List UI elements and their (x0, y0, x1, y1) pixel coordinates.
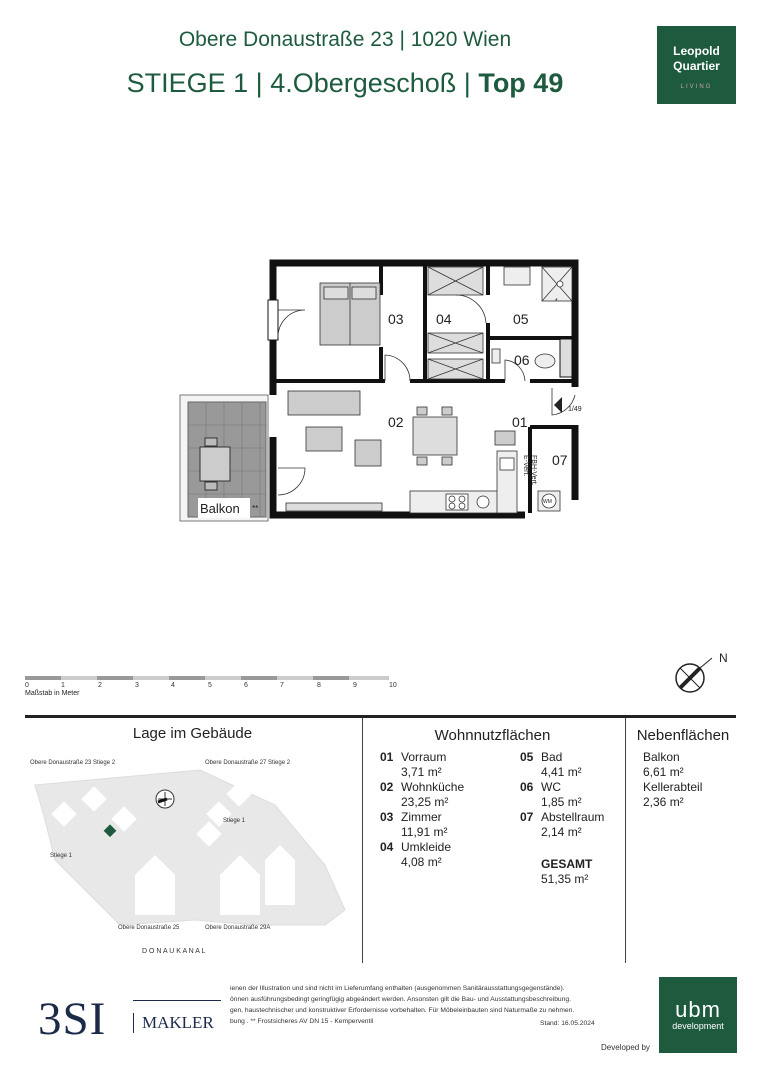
scale-tick-10: 10 (389, 682, 397, 689)
scale-tick-1: 1 (61, 682, 65, 689)
site-label-stiege1-right: Stiege 1 (223, 818, 246, 824)
column-divider-1 (362, 718, 363, 963)
logo-line-1: Leopold (673, 44, 720, 58)
area-value-07: 2,14 m² (541, 825, 582, 839)
scale-tick-5: 5 (208, 682, 212, 689)
neben-name-balkon: Balkon (643, 750, 680, 764)
area-num-06: 06 (520, 780, 534, 794)
neben-heading: Nebenflächen (636, 727, 730, 744)
disclaimer (230, 983, 574, 1027)
unit-top: Top 49 (478, 68, 564, 98)
floor-plan (170, 255, 600, 530)
area-value-01: 3,71 m² (401, 765, 442, 779)
area-name-02: Wohnküche (401, 780, 465, 794)
address-heading: Obere Donaustraße 23 | 1020 Wien (178, 28, 512, 51)
bathroom-fixtures (504, 267, 572, 305)
north-label: N (719, 651, 728, 665)
compass-icon (665, 648, 745, 708)
site-label-stiege1-left: Stiege 1 (50, 853, 73, 859)
3si-logo-text: 3SI (38, 993, 107, 1045)
makler-rule (133, 1000, 221, 1001)
lage-heading: Lage im Gebäude (132, 725, 253, 742)
area-name-06: WC (541, 780, 561, 794)
disclaimer-line-3: gen, haustechnischer und konstruktiver Erfordernisse vorbehalten. Für Möbeleinbauten sind Naturmaße zu nehmen. (230, 1007, 575, 1014)
balcony-mark: ** (252, 504, 259, 513)
disclaimer-line-1: ienen der Illustration und sind nicht im Lieferumfang enthalten (ausgenommen Sanitärausstattungsgegenstände). (230, 985, 565, 992)
area-num-07: 07 (520, 810, 534, 824)
scale-label: Maßstab in Meter (25, 690, 80, 697)
section-divider (25, 715, 736, 718)
scale-tick-4: 4 (171, 682, 175, 689)
area-value-02: 23,25 m² (401, 795, 449, 809)
neben-area-keller: 2,36 m² (643, 795, 684, 809)
unit-heading (0, 68, 690, 99)
room-03: 03 (388, 311, 404, 327)
disclaimer-line-4: bung . ** Frostsicheres AV DN 15 - Kemperventil (230, 1018, 374, 1025)
disclaimer-line-2: önnen ausführungsbedingt geringfügig abgeändert werden. Ansonsten gilt die Bau- und Ausstattungsbeschreibung. (230, 996, 571, 1003)
bed (320, 283, 380, 345)
scale-bar (25, 676, 405, 716)
ubm-logo-subtext: development (672, 1021, 724, 1031)
total-label: GESAMT (541, 857, 593, 871)
area-value-05: 4,41 m² (541, 765, 582, 779)
wm-label: WM (543, 499, 552, 505)
site-plan (25, 750, 360, 965)
scale-tick-3: 3 (135, 682, 139, 689)
door-label: 1/49 (568, 406, 582, 413)
neben-area-balkon: 6,61 m² (643, 765, 684, 779)
scale-tick-0: 0 (25, 682, 29, 689)
area-name-04: Umkleide (401, 840, 452, 854)
site-label-tr: Obere Donaustraße 27 Stiege 2 (205, 760, 291, 766)
site-label-tl: Obere Donaustraße 23 Stiege 2 (30, 760, 116, 766)
area-num-01: 01 (380, 750, 394, 764)
developed-by: Developed by (601, 1043, 650, 1052)
bath-mark: * (555, 298, 558, 305)
room-06: 06 (514, 352, 530, 368)
fbh-label-1: FBH-Vert. (530, 455, 537, 486)
ubm-logo-text: ubm (675, 997, 721, 1022)
area-value-03: 11,91 m² (401, 825, 448, 839)
room-01: 01 (512, 414, 528, 430)
site-label-bl: Obere Donaustraße 25 (118, 925, 180, 931)
living-furniture (288, 391, 457, 466)
unit-prefix: STIEGE 1 | 4.Obergeschoß | (126, 68, 471, 98)
neben-name-keller: Kellerabteil (643, 780, 703, 794)
area-num-05: 05 (520, 750, 534, 764)
area-value-06: 1,85 m² (541, 795, 582, 809)
makler-logo-text: MAKLER (133, 1013, 214, 1033)
area-name-07: Abstellraum (541, 810, 605, 824)
scale-tick-9: 9 (353, 682, 357, 689)
site-label-br: Obere Donaustraße 29A (205, 925, 271, 931)
wohn-heading: Wohnnutzflächen (434, 727, 551, 744)
area-name-03: Zimmer (401, 810, 442, 824)
stand-date: Stand: 16.05.2024 (540, 1020, 595, 1027)
area-name-01: Vorraum (401, 750, 447, 764)
wohn-areas-list (380, 750, 625, 890)
fbh-label-2: E-Vert. (522, 455, 529, 477)
leopold-quartier-logo (657, 26, 736, 104)
scale-tick-2: 2 (98, 682, 102, 689)
total-area: 51,35 m² (541, 872, 589, 886)
area-num-04: 04 (380, 840, 394, 854)
ubm-logo (659, 977, 737, 1053)
room-07: 07 (552, 452, 568, 468)
area-num-03: 03 (380, 810, 394, 824)
logo-line-3: LIVING (680, 84, 713, 90)
neben-areas-list (643, 750, 738, 820)
canal-label: D O N A U K A N A L (142, 948, 206, 955)
scale-tick-6: 6 (244, 682, 248, 689)
scale-tick-7: 7 (280, 682, 284, 689)
room-04: 04 (436, 311, 452, 327)
column-divider-2 (625, 718, 626, 963)
area-value-04: 4,08 m² (401, 855, 442, 869)
room-02: 02 (388, 414, 404, 430)
balcony-label: Balkon (200, 501, 240, 516)
entrance-marker (554, 397, 582, 413)
area-name-05: Bad (541, 750, 563, 764)
scale-tick-8: 8 (317, 682, 321, 689)
logo-line-2: Quartier (673, 59, 720, 73)
room-05: 05 (513, 311, 529, 327)
area-num-02: 02 (380, 780, 394, 794)
balcony (180, 395, 268, 521)
